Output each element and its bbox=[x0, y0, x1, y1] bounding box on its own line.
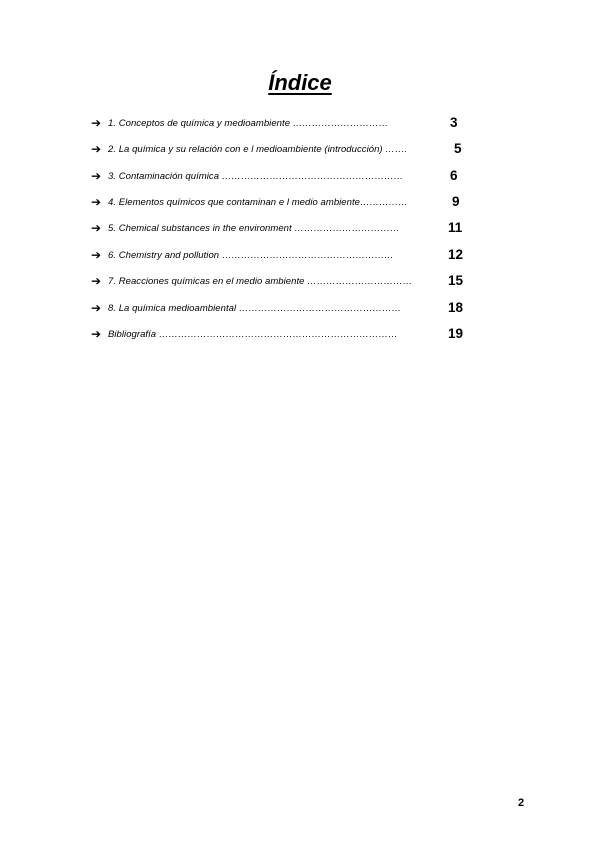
toc-entry bbox=[0, 167, 600, 189]
toc-entry-title: 5. Chemical substances in the environment …………………………… bbox=[108, 223, 400, 234]
arrow-icon: ➔ bbox=[90, 301, 102, 315]
toc-entry-page: 3 bbox=[450, 115, 458, 130]
arrow-icon: ➔ bbox=[90, 142, 102, 156]
arrow-icon: ➔ bbox=[90, 327, 102, 341]
toc-entry-page: 15 bbox=[448, 273, 464, 288]
toc-entry bbox=[0, 193, 600, 215]
toc-entry-page: 19 bbox=[448, 326, 464, 341]
toc-entry-title: 2. La química y su relación con e l medioambiente (introducción) ……. bbox=[108, 144, 408, 155]
toc-entry bbox=[0, 325, 600, 347]
toc-entry bbox=[0, 140, 600, 162]
arrow-icon: ➔ bbox=[90, 248, 102, 262]
toc-entry-page: 9 bbox=[452, 194, 460, 209]
toc-entry-title: 3. Contaminación química ………………………………………………… bbox=[108, 171, 404, 182]
toc-entry-title: Bibliografía ………………………………………………………………… bbox=[108, 329, 398, 340]
toc-entry bbox=[0, 114, 600, 136]
toc-entry-title: 1. Conceptos de química y medioambiente ………………………… bbox=[108, 118, 389, 129]
arrow-icon: ➔ bbox=[90, 169, 102, 183]
toc-entry-page: 5 bbox=[454, 141, 462, 156]
toc-entry-page: 12 bbox=[448, 247, 464, 262]
toc-entry-title: 6. Chemistry and pollution ……………………………………………… bbox=[108, 250, 394, 261]
toc-entry-page: 18 bbox=[448, 300, 464, 315]
page-number: 2 bbox=[518, 797, 525, 809]
page-title: Índice bbox=[268, 70, 332, 95]
toc-entry-page: 6 bbox=[450, 168, 458, 183]
toc-entry bbox=[0, 219, 600, 241]
arrow-icon: ➔ bbox=[90, 116, 102, 130]
arrow-icon: ➔ bbox=[90, 274, 102, 288]
toc-entry bbox=[0, 246, 600, 268]
toc-entry-title: 8. La química medioambiental …………………………………………… bbox=[108, 303, 402, 314]
toc-entry-title: 7. Reacciones químicas en el medio ambiente …………………………… bbox=[108, 276, 413, 287]
arrow-icon: ➔ bbox=[90, 195, 102, 209]
toc-entry-title: 4. Elementos químicos que contaminan e l medio ambiente…………… bbox=[108, 197, 408, 208]
toc-entry bbox=[0, 272, 600, 294]
toc-entry bbox=[0, 299, 600, 321]
toc-entry-page: 11 bbox=[448, 220, 463, 235]
arrow-icon: ➔ bbox=[90, 221, 102, 235]
